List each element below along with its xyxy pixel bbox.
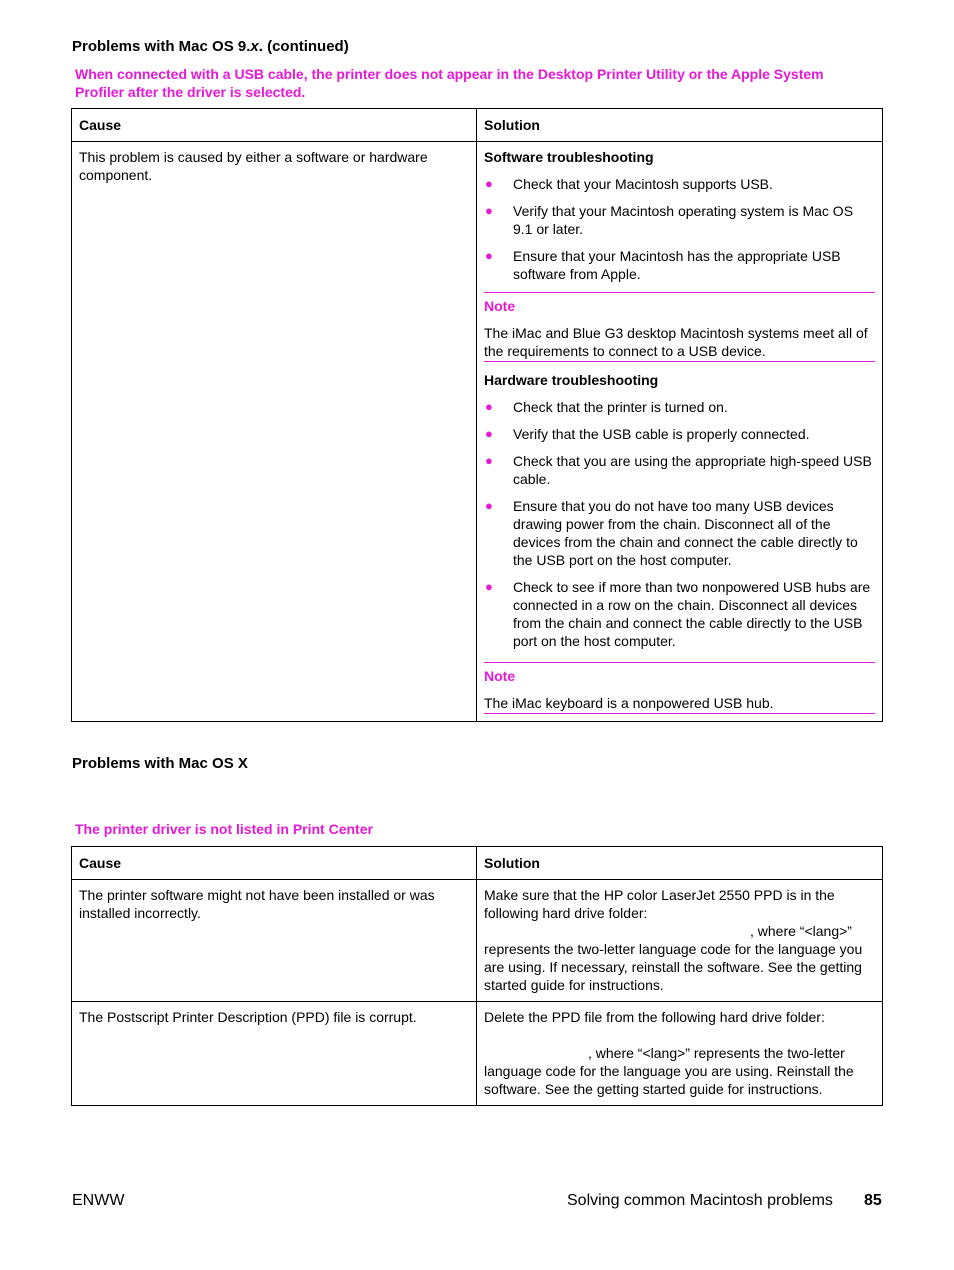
problem1-heading <box>75 65 875 101</box>
list-item: ● Check to see if more than two nonpowered USB hubs are connected in a row on the chain. Disconnect all devices from the chain and connect the cable directly to the USB port on the host computer. <box>485 579 871 649</box>
problem2-table <box>71 846 883 1106</box>
hardware-list <box>484 398 875 650</box>
cause-cell <box>72 142 477 722</box>
col-cause-header: Cause <box>72 109 477 142</box>
footer-left: ENWW <box>72 1192 125 1209</box>
note-box <box>484 292 875 362</box>
list-item: ● Ensure that you do not have too many USB devices drawing power from the chain. Disconnect all of the devices from the chain and connect the cable directly to the USB port on the host computer. <box>485 498 858 568</box>
bullet-icon: ● <box>485 176 493 191</box>
list-item: ● Verify that the USB cable is properly connected. <box>485 426 810 442</box>
list-item: ● Ensure that your Macintosh has the appropriate USB software from Apple. <box>485 248 841 282</box>
note-label: Note <box>484 668 516 684</box>
problem2-heading: The printer driver is not listed in Print Center <box>75 821 373 837</box>
bullet-icon: ● <box>485 426 493 441</box>
note-text: The iMac and Blue G3 desktop Macintosh systems meet all of the requirements to connect to a USB device. <box>484 325 868 359</box>
bullet-icon: ● <box>485 498 493 513</box>
table-header-row <box>72 847 883 880</box>
cause-text: This problem is caused by either a software or hardware component. <box>79 149 428 183</box>
list-item: ● Check that the printer is turned on. <box>485 399 728 415</box>
bullet-icon: ● <box>485 453 493 468</box>
software-list <box>484 175 875 283</box>
cause-cell: The Postscript Printer Description (PPD) file is corrupt. <box>72 1002 477 1106</box>
section-title-prefix: Problems with Mac OS 9. <box>72 38 251 55</box>
note-text: The iMac keyboard is a nonpowered USB hub. <box>484 695 774 711</box>
section2-title: Problems with Mac OS X <box>72 755 248 772</box>
footer-center: Solving common Macintosh problems <box>567 1192 833 1209</box>
section-title <box>72 38 349 55</box>
list-item: ● Check that your Macintosh supports USB. <box>485 176 773 192</box>
note-box <box>484 662 875 714</box>
solution-cell <box>477 142 883 722</box>
table-row <box>72 142 883 722</box>
problem1-heading-line1: When connected with a USB cable, the printer does not appear in the Desktop Printer Utility or the Apple System <box>75 66 824 82</box>
table-row <box>72 880 883 1002</box>
page-number: 85 <box>864 1192 882 1209</box>
problem1-table <box>71 108 883 722</box>
software-title: Software troubleshooting <box>484 149 654 165</box>
col-solution-header: Solution <box>477 109 883 142</box>
bullet-icon: ● <box>485 248 493 263</box>
cause-cell: The printer software might not have been installed or was installed incorrectly. <box>72 880 477 1002</box>
bullet-icon: ● <box>485 579 493 594</box>
list-item: ● Verify that your Macintosh operating system is Mac OS 9.1 or later. <box>485 203 854 237</box>
bullet-icon: ● <box>485 203 493 218</box>
note-label: Note <box>484 298 516 314</box>
solution-cell: Make sure that the HP color LaserJet 2550 PPD is in the following hard drive folder: , where “<lang>” represents the two-letter language code for the language you are using. If necessary, reinstall the software. See the getting started guide for instructions. <box>477 880 883 1002</box>
hardware-title: Hardware troubleshooting <box>484 372 659 388</box>
list-item: ● Check that you are using the appropriate high-speed USB cable. <box>485 453 872 487</box>
section-title-italic: x <box>250 38 259 55</box>
col-cause-header: Cause <box>72 847 477 880</box>
solution-cell: Delete the PPD file from the following hard drive folder: , where “<lang>” represents the two-letter language code for the language you are using. Reinstall the software. See the getting started guide for instructions. <box>477 1002 883 1106</box>
table-header-row <box>72 109 883 142</box>
col-solution-header: Solution <box>477 847 883 880</box>
problem1-heading-line2: Profiler after the driver is selected. <box>75 84 306 100</box>
table-row <box>72 1002 883 1106</box>
bullet-icon: ● <box>485 399 493 414</box>
section-title-suffix: . (continued) <box>258 38 349 55</box>
